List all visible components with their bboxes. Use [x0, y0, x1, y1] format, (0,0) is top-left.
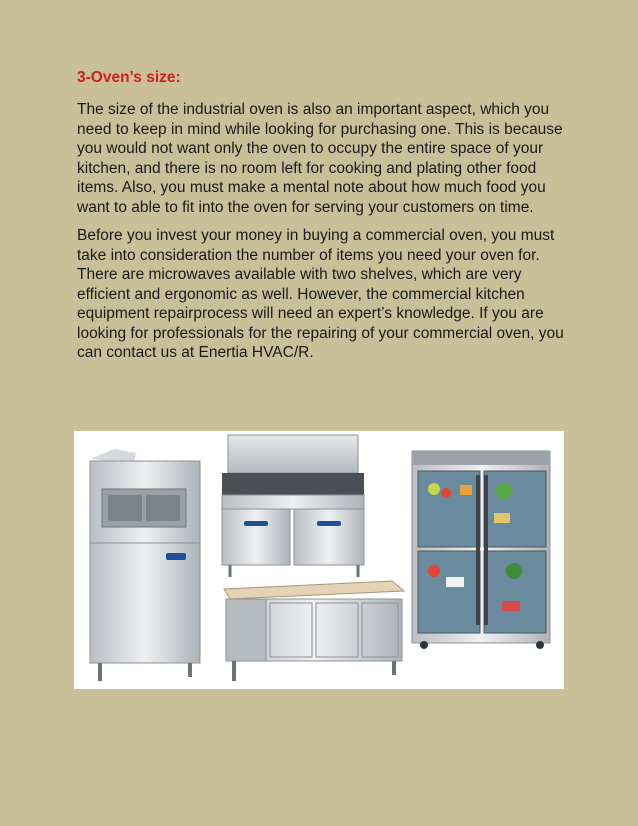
glass-door-refrigerator-illustration — [412, 451, 550, 649]
range-oven-illustration — [222, 435, 364, 577]
equipment-image — [74, 431, 564, 689]
paragraph-investment: Before you invest your money in buying a commercial oven, you must take into consideration the number of items you need your oven for. There are microwaves available with two shelves, which are very efficient and ergonomic as well. However, the commercial kitchen equipment repairprocess will need an expert’s knowledge. If you are looking for professionals for the repairing of your commercial oven, you can contact us at Enertia HVAC/R. — [77, 227, 564, 361]
section-heading: 3-Oven’s size: — [77, 69, 181, 86]
prep-table-illustration — [224, 581, 404, 681]
document-body — [77, 68, 577, 372]
paragraph-size: The size of the industrial oven is also an important aspect, which you need to keep in mind while looking for purchasing one. This is because you would not want only the oven to occupy the entire space of your kitchen, and there is no room left for cooking and plating other food items. Also, you must make a mental note about how much food you want to able to fit into the oven for serving your customers on time. — [77, 101, 563, 216]
deep-fryer-illustration — [90, 449, 200, 681]
